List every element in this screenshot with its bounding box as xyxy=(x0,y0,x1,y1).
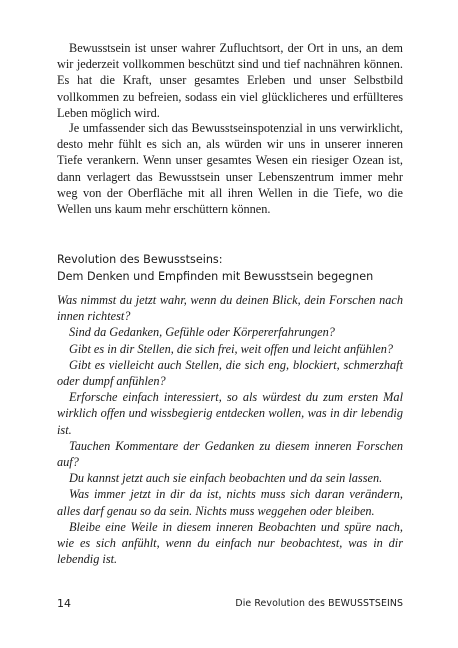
body-paragraph-2: Je umfassender sich das Bewusstseinspotenzial in uns verwirklicht, desto mehr fühlt es sich an, als würden wir uns in unserer inneren Tiefe verankern. Wenn unser gesamtes Wesen ein riesiger Ozean ist, dann verlagert das Bewusstsein unser Lebenszentrum immer mehr weg von der Oberfläche mit all ihren Wellen in die Tiefe, wo die Wellen uns kaum mehr erschüttern können. xyxy=(57,121,403,217)
exercise-line-7: Du kannst jetzt auch sie einfach beobachten und da sein lassen. xyxy=(69,471,383,486)
exercise-line-5: Erforsche einfach interessiert, so als würdest du zum ersten Mal wirklich offen und wissbegierig entdecken wollen, was in dir lebendig ist. xyxy=(57,390,403,437)
section-heading-line-2: Dem Denken und Empfinden mit Bewusstsein begegnen xyxy=(57,270,374,283)
exercise-line-2: Sind da Gedanken, Gefühle oder Körpererfahrungen? xyxy=(69,325,335,340)
exercise-line-9: Bleibe eine Weile in diesem inneren Beobachten und spüre nach, wie es sich anfühlt, wenn du einfach nur beobachtest, was in dir lebendig ist. xyxy=(57,519,403,567)
section-heading-line-1: Revolution des Bewusstseins: xyxy=(57,253,223,266)
exercise-block xyxy=(57,292,403,567)
exercise-line-6: Tauchen Kommentare der Gedanken zu diesem inneren Forschen auf? xyxy=(57,438,403,470)
exercise-line-1: Was nimmst du jetzt wahr, wenn du deinen Blick, dein Forschen nach innen richtest? xyxy=(57,293,403,324)
page-number: 14 xyxy=(57,597,71,610)
exercise-line-8: Was immer jetzt in dir da ist, nichts muss sich daran verändern, alles darf genau so da sein. Nichts muss weggehen oder bleiben. xyxy=(57,487,403,518)
exercise-line-4: Gibt es vielleicht auch Stellen, die sich eng, blockiert, schmerzhaft oder dumpf anfühlen? xyxy=(57,357,403,389)
exercise-line-3: Gibt es in dir Stellen, die sich frei, weit offen und leicht anfühlen? xyxy=(69,341,393,356)
running-title: Die Revolution des BEWUSSTSEINS xyxy=(235,598,403,609)
body-paragraph-1: Bewusstsein ist unser wahrer Zufluchtsort, der Ort in uns, an dem wir jederzeit vollkommen beschützt sind und tief nachnähren können. Es hat die Kraft, unser gesamtes Erleben und unser Selbstbild vollkommen zu befreien, sodass ein viel glücklicheres und erfüllteres Leben möglich wird. xyxy=(57,41,403,120)
